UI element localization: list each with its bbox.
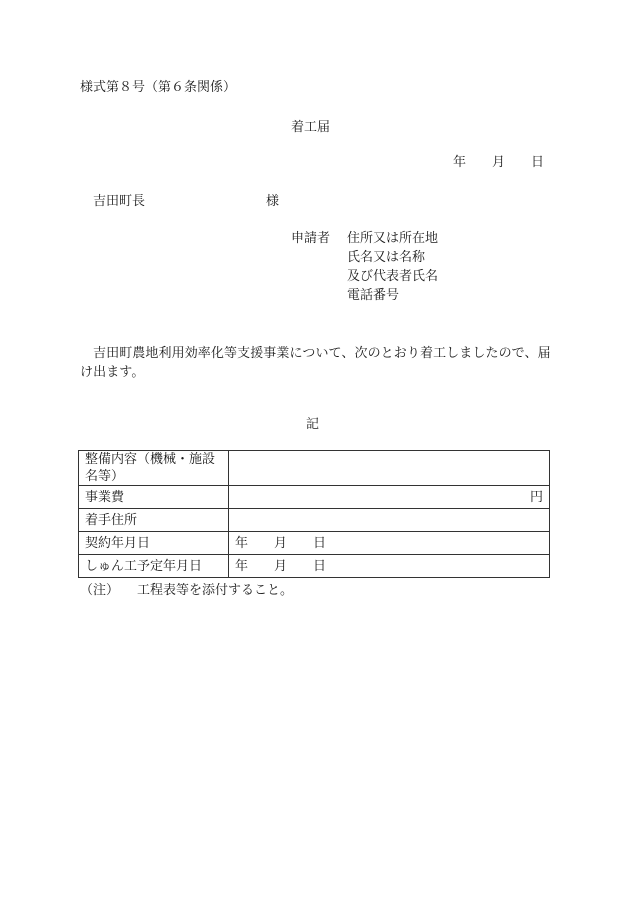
footnote-text: 工程表等を添付すること。 (137, 583, 294, 598)
table-row (79, 555, 550, 578)
date-day-label: 日 (531, 155, 545, 170)
document-title: 着工届 (291, 120, 331, 135)
row-value-cost[interactable]: 円 (229, 486, 550, 509)
row-label-site-address: 着手住所 (79, 509, 229, 532)
date-year-label: 年 (453, 155, 467, 170)
addressee-name: 吉田町長 (93, 194, 146, 209)
submission-date (453, 156, 544, 169)
date-month-label: 月 (492, 155, 506, 170)
addressee-honorific: 様 (266, 194, 280, 209)
footnote (80, 584, 293, 597)
applicant-representative-label: 及び代表者氏名 (347, 269, 439, 284)
applicant-phone-label: 電話番号 (347, 288, 400, 303)
row-value-site-address[interactable] (229, 509, 550, 532)
body-paragraph: 吉田町農地利用効率化等支援事業について、次のとおり着工しましたので、届け出ます。 (80, 346, 551, 380)
row-value-contract-date[interactable] (229, 532, 550, 555)
table-row (79, 509, 550, 532)
contract-year-label: 年 (235, 535, 249, 551)
completion-day-label: 日 (313, 558, 327, 574)
table-row (79, 486, 550, 509)
row-label-cost: 事業費 (79, 486, 229, 509)
row-label-equipment: 整備内容（機械・施設名等） (79, 451, 229, 486)
completion-year-label: 年 (235, 558, 249, 574)
contract-day-label: 日 (313, 535, 327, 551)
form-number: 様式第８号（第６条関係） (80, 80, 237, 95)
row-label-completion-date: しゅん工予定年月日 (79, 555, 229, 578)
applicant-address-label: 住所又は所在地 (347, 231, 439, 246)
applicant-name-label: 氏名又は名称 (347, 250, 426, 265)
completion-month-label: 月 (274, 558, 288, 574)
record-heading: 記 (306, 417, 320, 432)
contract-month-label: 月 (274, 535, 288, 551)
details-table (78, 450, 550, 578)
row-value-equipment[interactable] (229, 451, 550, 486)
table-row (79, 532, 550, 555)
applicant-heading: 申請者 (291, 231, 331, 246)
footnote-marker: （注） (80, 583, 120, 598)
row-value-completion-date[interactable] (229, 555, 550, 578)
table-row (79, 451, 550, 486)
row-label-contract-date: 契約年月日 (79, 532, 229, 555)
